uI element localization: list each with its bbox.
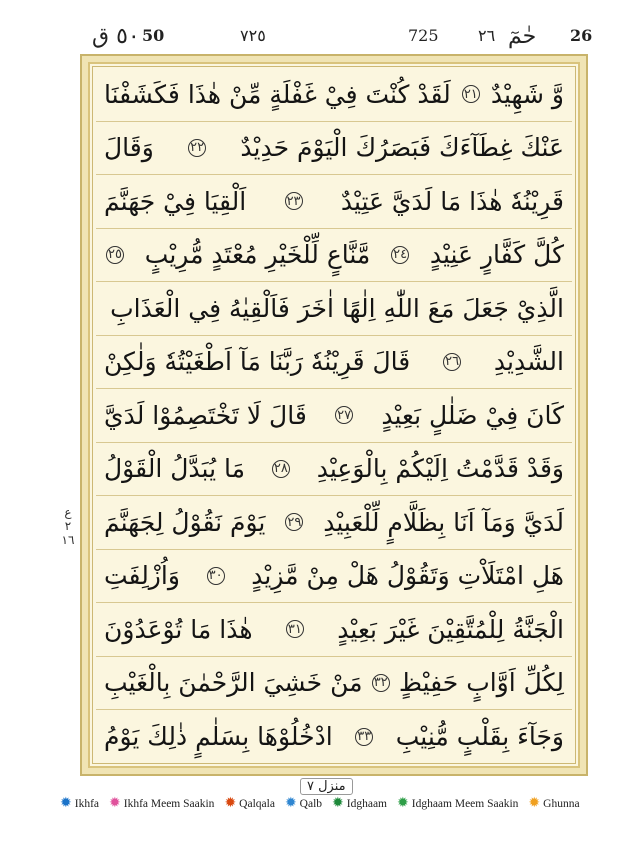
verse-text: وَّ شَهِيْدٌ (490, 79, 564, 109)
legend-item (285, 798, 322, 810)
ayah-number-marker: ٢٩ (285, 513, 303, 531)
verse-text: هٰذَا مَا تُوْعَدُوْنَ (104, 614, 253, 644)
verse-line (96, 282, 572, 336)
legend-label: Qalb (299, 798, 323, 810)
legend-item (109, 798, 214, 810)
verse-text: قَالَ قَرِيْنُهٗ رَبَّنَا مَآ اَطْغَيْتُهٗ وَلٰكِنْ (104, 347, 411, 377)
legend-label: Idghaam (346, 798, 387, 810)
mushaf-page-frame (80, 54, 588, 776)
legend-label: Ikhfa Meem Saakin (123, 798, 215, 810)
star-icon: ✹ (60, 796, 72, 811)
ayah-number-marker: ٣٠ (207, 567, 225, 585)
tajweed-legend (60, 798, 620, 810)
verse-lines (96, 68, 572, 764)
verse-text: وَاُزْلِفَتِ (104, 561, 180, 591)
ayah-number-marker: ٢٨ (272, 460, 290, 478)
verse-line (96, 443, 572, 497)
verse-text: عَنْكَ غِطَآءَكَ فَبَصَرُكَ الْيَوْمَ حَدِيْدٌ (240, 133, 564, 163)
page-number-ar: ٧٢٥ (240, 26, 266, 45)
legend-item (224, 798, 275, 810)
verse-text: كَانَ فِيْ ضَلٰلٍ بَعِيْدٍ (381, 400, 564, 430)
legend-item (60, 798, 99, 810)
legend-label: Ikhfa (74, 798, 99, 810)
verse-line (96, 657, 572, 711)
ayah-number-marker: ٣٣ (355, 728, 373, 746)
star-icon: ✹ (284, 796, 297, 811)
verse-text: وَجَآءَ بِقَلْبٍ مُّنِيْبِ (395, 722, 564, 752)
verse-text: مَنْ خَشِيَ الرَّحْمٰنَ بِالْغَيْبِ (104, 668, 363, 698)
verse-text: وَقَالَ (104, 133, 154, 163)
verse-line (96, 496, 572, 550)
ayah-number-marker: ٢٧ (335, 406, 353, 424)
surah-name-glyph: ق (92, 24, 110, 49)
verse-text: يَوْمَ نَقُوْلُ لِجَهَنَّمَ (104, 507, 266, 537)
surah-number-ar: ٥٠ (116, 24, 140, 49)
ayah-number-marker: ٢٤ (391, 246, 409, 264)
ayah-number-marker: ٣١ (286, 620, 304, 638)
ayah-number-marker: ٢٣ (285, 192, 303, 210)
verse-text: قَرِيْنُهٗ هٰذَا مَا لَدَيَّ عَتِيْدٌ (340, 186, 564, 216)
ayah-number-marker: ٢٢ (188, 139, 206, 157)
verse-line (96, 122, 572, 176)
ayah-number-marker: ٣٢ (372, 674, 390, 692)
juz-number-ar: ٢٦ (478, 26, 496, 45)
verse-text: قَالَ لَا تَخْتَصِمُوْا لَدَيَّ (104, 400, 307, 430)
verse-line (96, 603, 572, 657)
verse-text: لَدَيَّ وَمَآ اَنَا بِظَلَّامٍ لِّلْعَبِيْدِ (323, 507, 564, 537)
manzil-label: منزل ٧ (300, 778, 353, 795)
legend-item (528, 798, 579, 810)
star-icon: ✹ (224, 796, 237, 811)
legend-item (397, 798, 518, 810)
verse-line (96, 68, 572, 122)
star-icon: ✹ (528, 796, 541, 811)
ruku-marker: ع ٢ ١٦ (61, 505, 75, 547)
surah-number: 50 (142, 26, 165, 45)
verse-line (96, 336, 572, 390)
verse-text: مَّنَّاعٍ لِّلْخَيْرِ مُعْتَدٍ مُّرِيْبٍ (144, 240, 371, 270)
verse-text: الَّذِيْ جَعَلَ مَعَ اللّٰهِ اِلٰهًا اٰخَرَ فَاَلْقِيٰهُ فِي الْعَذَابِ (110, 293, 564, 323)
verse-line (96, 550, 572, 604)
ayah-number-marker: ٢٥ (106, 246, 124, 264)
star-icon: ✹ (332, 796, 344, 811)
verse-text: ادْخُلُوْهَا بِسَلٰمٍ ذٰلِكَ يَوْمُ (104, 722, 333, 752)
verse-line (96, 710, 572, 764)
verse-line (96, 229, 572, 283)
verse-text: اَلْقِيَا فِيْ جَهَنَّمَ (104, 186, 247, 216)
verse-text: وَقَدْ قَدَّمْتُ اِلَيْكُمْ بِالْوَعِيْدِ (316, 454, 564, 484)
ayah-number-marker: ٢١ (462, 85, 480, 103)
verse-line (96, 389, 572, 443)
legend-item (332, 798, 387, 810)
legend-label: Qalqala (239, 798, 275, 810)
verse-text: هَلِ امْتَلَاْتِ وَتَقُوْلُ هَلْ مِنْ مَّزِيْدٍ (251, 561, 564, 591)
surah-name-ar (92, 24, 140, 54)
star-icon: ✹ (109, 796, 121, 811)
legend-label: Ghunna (543, 798, 580, 810)
verse-text: لَقَدْ كُنْتَ فِيْ غَفْلَةٍ مِّنْ هٰذَا فَكَشَفْنَا (104, 79, 451, 109)
verse-text: الشَّدِيْدِ (493, 347, 564, 377)
legend-label: Idghaam Meem Saakin (411, 798, 519, 810)
verse-line (96, 175, 572, 229)
verse-text: كُلَّ كَفَّارٍ عَنِيْدٍ (429, 240, 564, 270)
verse-text: مَا يُبَدَّلُ الْقَوْلُ (104, 454, 245, 484)
page-number: 725 (408, 26, 439, 45)
star-icon: ✹ (397, 796, 409, 811)
verse-text: لِكُلِّ اَوَّابٍ حَفِيْظٍ (398, 668, 564, 698)
juz-number: 26 (570, 26, 593, 45)
juz-name-ar: حٰمٓ (508, 24, 537, 49)
ayah-number-marker: ٢٦ (443, 353, 461, 371)
verse-text: الْجَنَّةُ لِلْمُتَّقِيْنَ غَيْرَ بَعِيْدٍ (337, 614, 564, 644)
